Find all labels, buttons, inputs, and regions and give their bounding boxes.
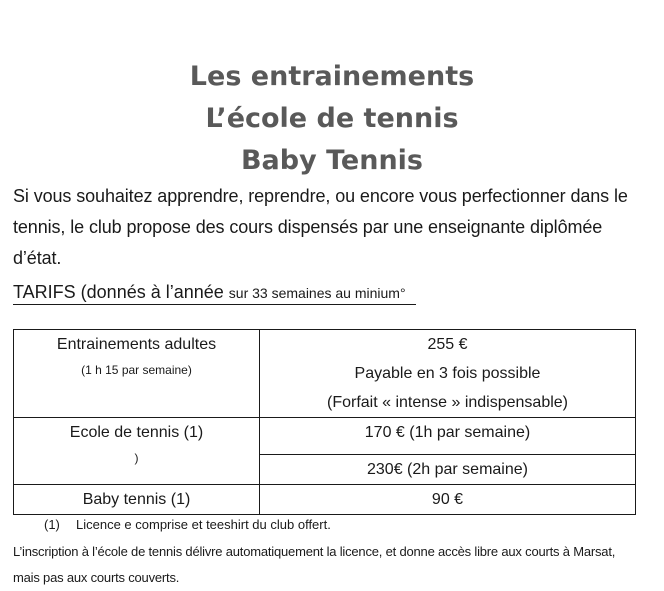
school-price-2h: 230€ (2h par semaine) bbox=[367, 461, 528, 478]
footnote-number: (1) bbox=[44, 517, 60, 532]
table-row-baby bbox=[14, 485, 636, 515]
footer-line-1: L’inscription à l’école de tennis délivre automatiquement la licence, et donne accès libre aux courts à Marsat, bbox=[13, 544, 616, 559]
footnote bbox=[44, 516, 331, 534]
tarifs-label: TARIFS (donnés à l’année bbox=[13, 282, 229, 302]
baby-price-cell bbox=[260, 485, 636, 515]
footer-line-2: mais pas aux courts couverts. bbox=[13, 570, 180, 585]
adults-payment: Payable en 3 fois possible bbox=[354, 365, 541, 382]
footnote-text: Licence e comprise et teeshirt du club offert. bbox=[76, 517, 331, 532]
adults-sub: (1 h 15 par semaine) bbox=[81, 363, 192, 377]
adults-price-cell bbox=[260, 330, 636, 418]
intro-paragraph bbox=[13, 181, 653, 274]
adults-price: 255 € bbox=[427, 336, 468, 353]
school-label-cell bbox=[14, 418, 260, 485]
school-label: Ecole de tennis (1) bbox=[69, 424, 204, 441]
pricing-table bbox=[13, 329, 636, 515]
page-headings bbox=[0, 56, 664, 182]
intro-line-1: Si vous souhaitez apprendre, reprendre, ou encore vous perfectionner dans le bbox=[13, 186, 628, 206]
table-row-school-1h bbox=[14, 418, 636, 455]
intro-line-2: tennis, le club propose des cours dispensés par une enseignante diplômée bbox=[13, 217, 603, 237]
school-price-2h-cell bbox=[260, 455, 636, 485]
heading-entrainements: Les entrainements bbox=[189, 61, 475, 92]
adults-label: Entrainements adultes bbox=[56, 336, 217, 353]
school-price-1h: 170 € (1h par semaine) bbox=[364, 424, 531, 441]
baby-label: Baby tennis (1) bbox=[82, 491, 191, 508]
footer-paragraph bbox=[13, 539, 658, 591]
tarifs-label-small: sur 33 semaines au minium° bbox=[228, 285, 406, 301]
baby-price: 90 € bbox=[431, 491, 464, 508]
heading-baby-tennis: Baby Tennis bbox=[240, 145, 424, 176]
adults-forfait: (Forfait « intense » indispensable) bbox=[326, 394, 569, 411]
baby-label-cell bbox=[14, 485, 260, 515]
school-sub: ) bbox=[134, 451, 139, 465]
intro-line-3: d’état. bbox=[13, 248, 62, 268]
tarifs-heading bbox=[13, 281, 416, 305]
table-row-adults bbox=[14, 330, 636, 418]
school-price-1h-cell bbox=[260, 418, 636, 455]
heading-ecole-de-tennis: L’école de tennis bbox=[205, 103, 459, 134]
adults-label-cell bbox=[14, 330, 260, 418]
